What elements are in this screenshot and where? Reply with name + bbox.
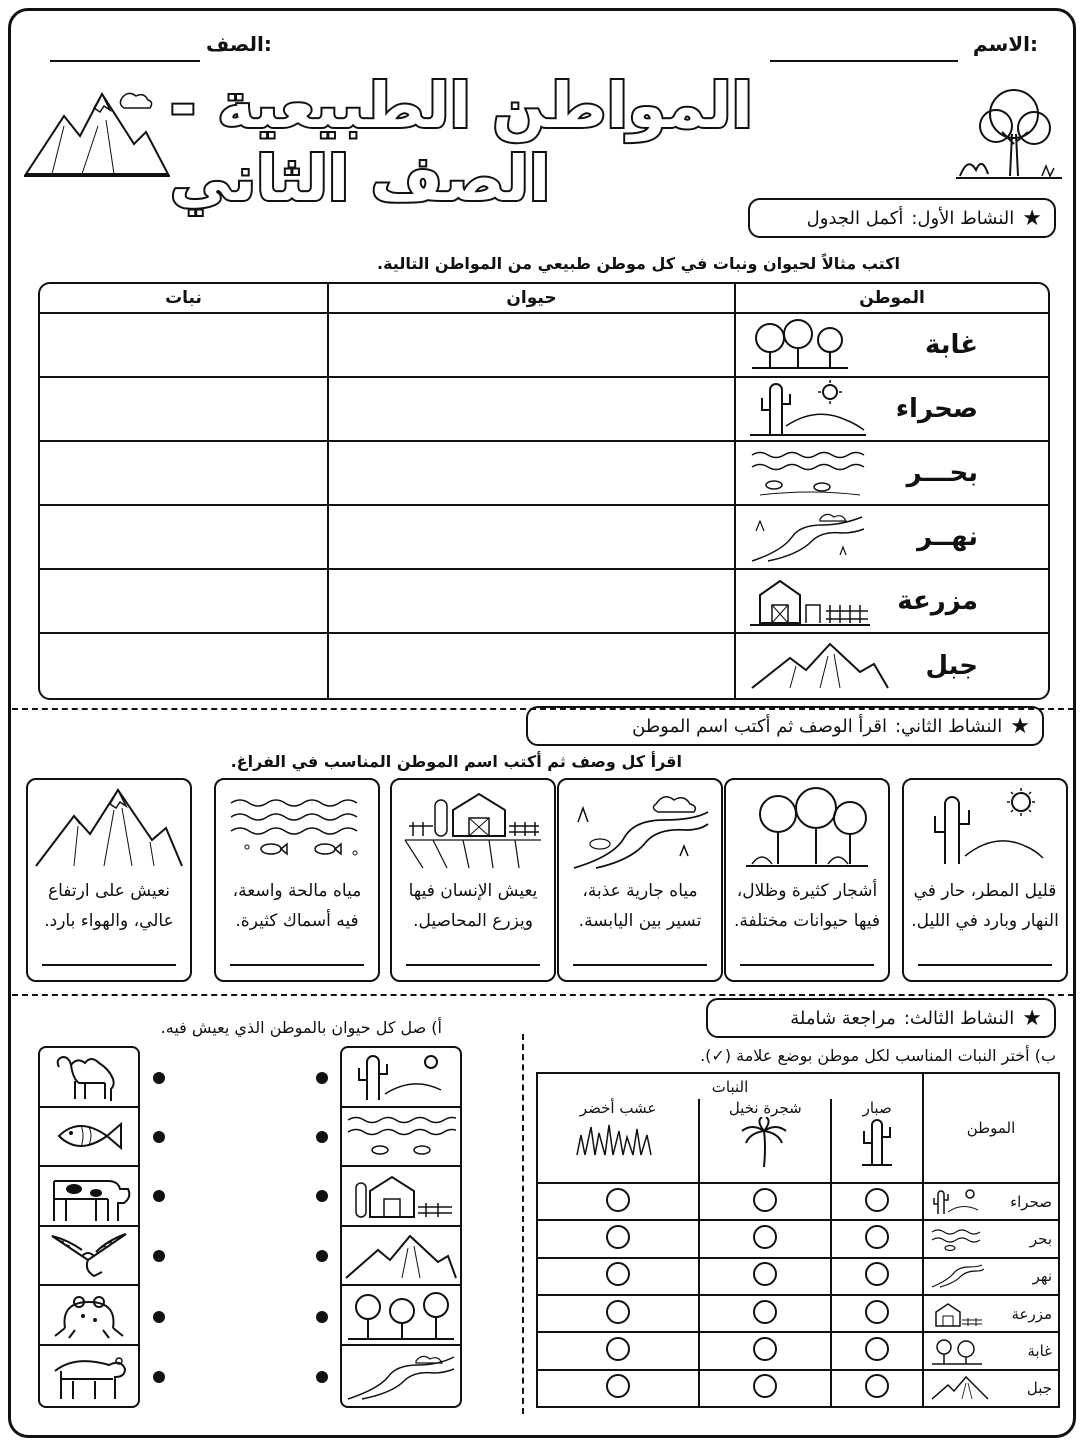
choice-circle[interactable]	[606, 1300, 630, 1324]
col-plant: نبات	[40, 284, 327, 314]
part-a-instruction: أ) صل كل حيوان بالموطن الذي يعيش فيه.	[160, 1018, 442, 1037]
animal-cell[interactable]	[327, 442, 734, 506]
river-icon	[570, 786, 710, 870]
choice-circle[interactable]	[865, 1337, 889, 1361]
table-row	[40, 442, 1048, 506]
forest-icon	[742, 786, 872, 870]
cactus-icon	[852, 1117, 902, 1167]
mountain-icon	[34, 786, 184, 870]
description-card	[724, 778, 890, 982]
connect-dot[interactable]	[316, 1311, 328, 1323]
plant-cell[interactable]	[40, 634, 327, 698]
habitat-name: مزرعة	[1011, 1304, 1052, 1323]
connect-dot[interactable]	[316, 1371, 328, 1383]
card-text-1: مياه جارية عذبة،	[582, 881, 698, 901]
choice-circle[interactable]	[865, 1374, 889, 1398]
choice-circle[interactable]	[753, 1374, 777, 1398]
class-field[interactable]	[50, 60, 200, 62]
river-icon	[750, 511, 866, 563]
plant-cell[interactable]	[40, 378, 327, 442]
connect-dot[interactable]	[153, 1072, 165, 1084]
description-card	[902, 778, 1068, 982]
col-habitat: الموطن	[734, 284, 1048, 314]
bear-icon	[47, 1351, 131, 1401]
forest-icon	[930, 1337, 984, 1365]
connect-dot[interactable]	[153, 1250, 165, 1262]
plant-label: عشب أخضر	[579, 1099, 657, 1117]
plant-cactus	[831, 1099, 923, 1183]
palm-tree-icon	[740, 1117, 790, 1169]
choice-circle[interactable]	[753, 1300, 777, 1324]
activity2-heading	[526, 706, 1044, 746]
habitat-name: صحراء	[895, 394, 978, 424]
connect-dot[interactable]	[153, 1190, 165, 1202]
connect-dot[interactable]	[316, 1190, 328, 1202]
card-text-1: نعيش على ارتفاع	[47, 881, 171, 901]
class-label: الصف:	[206, 32, 272, 56]
name-label: الاسم:	[972, 32, 1038, 56]
answer-line[interactable]	[42, 964, 176, 966]
choice-circle[interactable]	[606, 1337, 630, 1361]
choice-circle[interactable]	[753, 1188, 777, 1212]
divider	[12, 994, 1074, 996]
mountain-icon	[930, 1375, 990, 1401]
table-row	[40, 378, 1048, 442]
activity3-title: مراجعة شاملة	[790, 1007, 896, 1029]
card-text-1: يعيش الإنسان فيها	[408, 881, 538, 901]
connect-dot[interactable]	[316, 1250, 328, 1262]
connect-dot[interactable]	[153, 1311, 165, 1323]
divider-vertical	[522, 1034, 524, 1414]
farm-icon	[750, 575, 870, 627]
answer-line[interactable]	[740, 964, 874, 966]
farm-icon	[930, 1300, 984, 1328]
plant-label: شجرة نخيل	[728, 1099, 802, 1117]
activity1-instruction: اكتب مثالاً لحيوان ونبات في كل موطن طبيعي من المواطن التالية.	[377, 254, 900, 273]
description-card	[214, 778, 380, 982]
answer-line[interactable]	[918, 964, 1052, 966]
activity2-title: اقرأ الوصف ثم أكتب اسم الموطن	[632, 715, 887, 737]
animals-column	[38, 1046, 140, 1408]
mountain-clipart-icon	[22, 86, 172, 182]
forest-icon	[346, 1289, 456, 1341]
desert-icon	[750, 380, 866, 438]
plant-choice-table	[536, 1072, 1060, 1408]
eagle-icon	[48, 1230, 130, 1282]
choice-circle[interactable]	[606, 1225, 630, 1249]
plant-palm	[699, 1099, 831, 1183]
desert-icon	[351, 1052, 451, 1102]
card-text-1: قليل المطر، حار في	[913, 881, 1057, 901]
choice-circle[interactable]	[753, 1225, 777, 1249]
farm-icon	[346, 1171, 456, 1221]
animal-cell[interactable]	[327, 634, 734, 698]
desert-icon	[930, 1188, 980, 1216]
sea-icon	[750, 447, 866, 499]
description-card	[557, 778, 723, 982]
table-row	[537, 1258, 1059, 1295]
description-card	[390, 778, 556, 982]
page-title: المواطن الطبيعية - الصف الثاني	[170, 69, 753, 215]
table-row	[537, 1220, 1059, 1257]
sea-icon	[227, 793, 367, 863]
col-animal: حيوان	[327, 284, 734, 314]
desert-icon	[925, 788, 1045, 868]
choice-circle[interactable]	[606, 1262, 630, 1286]
choice-circle[interactable]	[753, 1337, 777, 1361]
answer-line[interactable]	[573, 964, 707, 966]
card-text-2: عالي، والهواء بارد.	[44, 911, 174, 931]
activity3-label: النشاط الثالث:	[903, 1007, 1015, 1029]
choice-circle[interactable]	[606, 1188, 630, 1212]
forest-icon	[750, 318, 850, 372]
animal-cell[interactable]	[327, 314, 734, 378]
plant-grass	[537, 1099, 699, 1183]
habitat-name: جبل	[1026, 1379, 1052, 1398]
cow-icon	[44, 1169, 134, 1223]
plants-header: النبات	[537, 1073, 923, 1099]
habitat-name: صحراء	[1010, 1192, 1052, 1211]
table-row	[537, 1332, 1059, 1369]
part-b-instruction: ب) أختر النبات المناسب لكل موطن بوضع علامة (✓).	[700, 1046, 1056, 1065]
animal-cell[interactable]	[327, 506, 734, 570]
camel-icon	[51, 1053, 127, 1101]
fish-icon	[51, 1115, 127, 1157]
activity1-title: أكمل الجدول	[806, 207, 904, 229]
habitat-table	[38, 282, 1050, 700]
choice-circle[interactable]	[606, 1374, 630, 1398]
table-row	[537, 1183, 1059, 1220]
choice-circle[interactable]	[753, 1262, 777, 1286]
activity1-label: النشاط الأول:	[911, 207, 1015, 229]
habitat-name: غابة	[924, 330, 978, 360]
habitat-name: مزرعة	[897, 586, 978, 616]
card-text-2: فيها حيوانات مختلفة.	[733, 911, 881, 931]
choice-circle[interactable]	[865, 1225, 889, 1249]
connect-dot[interactable]	[316, 1131, 328, 1143]
card-text-2: النهار وبارد في الليل.	[911, 911, 1059, 931]
connect-dot[interactable]	[153, 1371, 165, 1383]
connect-dot[interactable]	[316, 1072, 328, 1084]
choice-circle[interactable]	[865, 1262, 889, 1286]
card-text-1: أشجار كثيرة وظلال،	[736, 881, 878, 901]
habitat-name: بحـــر	[906, 458, 978, 488]
answer-line[interactable]	[230, 964, 364, 966]
table-row	[537, 1295, 1059, 1332]
tree-clipart-icon	[956, 84, 1062, 184]
mountain-icon	[750, 640, 890, 692]
answer-line[interactable]	[406, 964, 540, 966]
star-icon: ★	[1022, 205, 1042, 231]
habitat-name: نهر	[1032, 1267, 1052, 1286]
plant-label: صبار	[862, 1099, 892, 1117]
star-icon: ★	[1010, 713, 1030, 739]
description-card	[26, 778, 192, 982]
mountain-icon	[344, 1232, 458, 1280]
river-icon	[346, 1351, 456, 1401]
card-text-2: تسير بين اليابسة.	[578, 911, 702, 931]
choice-circle[interactable]	[865, 1188, 889, 1212]
table-row	[40, 314, 1048, 378]
choice-circle[interactable]	[865, 1300, 889, 1324]
activity3-heading	[706, 998, 1056, 1038]
frog-icon	[49, 1290, 129, 1340]
plant-cell[interactable]	[40, 506, 327, 570]
habitat-header: الموطن	[923, 1073, 1059, 1183]
card-text-2: ويزرع المحاصيل.	[413, 911, 533, 931]
name-field[interactable]	[770, 60, 958, 62]
table-row	[40, 506, 1048, 570]
habitats-column	[340, 1046, 462, 1408]
table-row	[40, 570, 1048, 634]
table-row	[40, 634, 1048, 698]
card-text-2: فيه أسماك كثيرة.	[235, 911, 359, 931]
river-icon	[930, 1263, 984, 1289]
plant-cell[interactable]	[40, 442, 327, 506]
sea-icon	[930, 1226, 984, 1252]
farm-icon	[403, 786, 543, 870]
connect-dot[interactable]	[153, 1131, 165, 1143]
table-row	[537, 1370, 1059, 1407]
habitat-name: جبل	[925, 651, 978, 681]
habitat-name: نهــر	[917, 522, 978, 552]
animal-cell[interactable]	[327, 570, 734, 634]
habitat-name: غابة	[1027, 1341, 1052, 1360]
star-icon: ★	[1022, 1005, 1042, 1031]
card-text-1: مياه مالحة واسعة،	[232, 881, 362, 901]
plant-cell[interactable]	[40, 314, 327, 378]
grass-icon	[573, 1117, 663, 1157]
activity2-instruction: اقرأ كل وصف ثم أكتب اسم الموطن المناسب في الفراغ.	[230, 752, 682, 771]
habitat-name: بحر	[1029, 1229, 1052, 1248]
plant-cell[interactable]	[40, 570, 327, 634]
animal-cell[interactable]	[327, 378, 734, 442]
activity1-heading	[748, 198, 1056, 238]
sea-icon	[346, 1112, 456, 1160]
activity2-label: النشاط الثاني:	[894, 715, 1003, 737]
